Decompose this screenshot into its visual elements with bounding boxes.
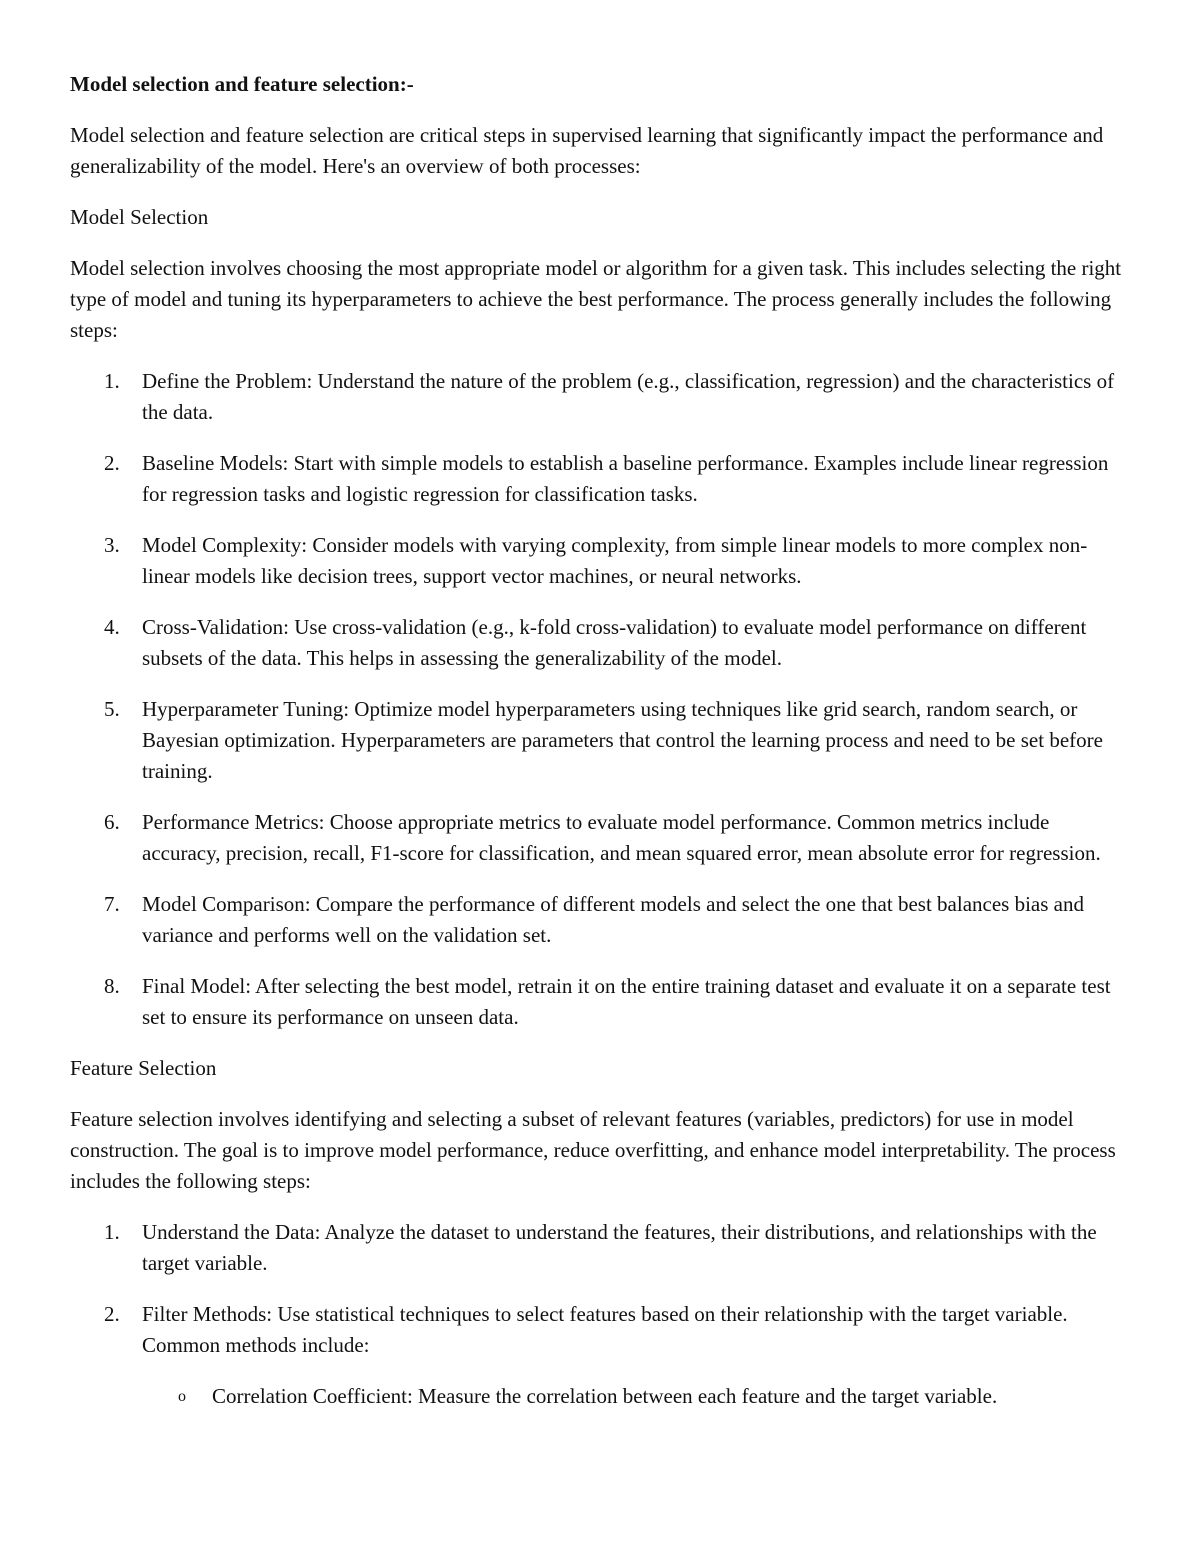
feature-selection-heading: Feature Selection — [70, 1056, 217, 1080]
list-item — [70, 1217, 1130, 1279]
list-number: 4. — [104, 615, 120, 639]
list-item-text: Performance Metrics: Choose appropriate metrics to evaluate model performance. Common metrics include accuracy, precision, recall, F1-score for classification, and mean squared error, mean absolute error for regression. — [142, 810, 1101, 865]
list-number: 7. — [104, 892, 120, 916]
model-selection-description: Model selection involves choosing the most appropriate model or algorithm for a given task. This includes selecting the right type of model and tuning its hyperparameters to achieve the best performance. The process generally includes the following steps: — [70, 256, 1122, 342]
list-item — [70, 694, 1130, 787]
feature-selection-description: Feature selection involves identifying and selecting a subset of relevant features (variables, predictors) for use in model construction. The goal is to improve model performance, reduce overfitting, and enhance model interpretability. The process includes the following steps: — [70, 1107, 1116, 1193]
feature-selection-steps — [70, 1217, 1130, 1412]
list-number: 8. — [104, 974, 120, 998]
list-item-text: Filter Methods: Use statistical techniques to select features based on their relationship with the target variable. Common methods include: — [142, 1302, 1068, 1357]
intro-paragraph: Model selection and feature selection are critical steps in supervised learning that significantly impact the performance and generalizability of the model. Here's an overview of both processes: — [70, 123, 1104, 178]
list-number: 1. — [104, 369, 120, 393]
list-number: 1. — [104, 1220, 120, 1244]
filter-methods-sublist — [142, 1381, 1130, 1412]
list-item — [70, 366, 1130, 428]
model-selection-steps — [70, 366, 1130, 1033]
list-item-text: Understand the Data: Analyze the dataset to understand the features, their distributions, and relationships with the target variable. — [142, 1220, 1097, 1275]
list-item — [70, 807, 1130, 869]
list-item-text: Final Model: After selecting the best model, retrain it on the entire training dataset and evaluate it on a separate test set to ensure its performance on unseen data. — [142, 974, 1111, 1029]
document-page — [70, 69, 1130, 1432]
list-item — [70, 971, 1130, 1033]
document-title: Model selection and feature selection:- — [70, 72, 414, 96]
list-item-text: Hyperparameter Tuning: Optimize model hyperparameters using techniques like grid search, random search, or Bayesian optimization. Hyperparameters are parameters that control the learning process and need to be set before training. — [142, 697, 1103, 783]
list-item — [70, 530, 1130, 592]
list-item — [70, 1299, 1130, 1412]
list-item-text: Cross-Validation: Use cross-validation (e.g., k-fold cross-validation) to evaluate model performance on different subsets of the data. This helps in assessing the generalizability of the model. — [142, 615, 1087, 670]
list-item-text: Model Comparison: Compare the performance of different models and select the one that best balances bias and variance and performs well on the validation set. — [142, 892, 1084, 947]
list-item-text: Model Complexity: Consider models with varying complexity, from simple linear models to more complex non-linear models like decision trees, support vector machines, or neural networks. — [142, 533, 1088, 588]
model-selection-heading: Model Selection — [70, 205, 209, 229]
circle-bullet-icon: o — [178, 1388, 186, 1405]
sub-list-item — [142, 1381, 1130, 1412]
list-item — [70, 889, 1130, 951]
list-item-text: Define the Problem: Understand the nature of the problem (e.g., classification, regression) and the characteristics of the data. — [142, 369, 1115, 424]
list-number: 2. — [104, 451, 120, 475]
list-number: 2. — [104, 1302, 120, 1326]
list-item — [70, 448, 1130, 510]
list-number: 5. — [104, 697, 120, 721]
list-item — [70, 612, 1130, 674]
sub-list-item-text: Correlation Coefficient: Measure the correlation between each feature and the target variable. — [212, 1384, 998, 1408]
list-number: 3. — [104, 533, 120, 557]
list-item-text: Baseline Models: Start with simple models to establish a baseline performance. Examples include linear regression for regression tasks and logistic regression for classification tasks. — [142, 451, 1109, 506]
list-number: 6. — [104, 810, 120, 834]
